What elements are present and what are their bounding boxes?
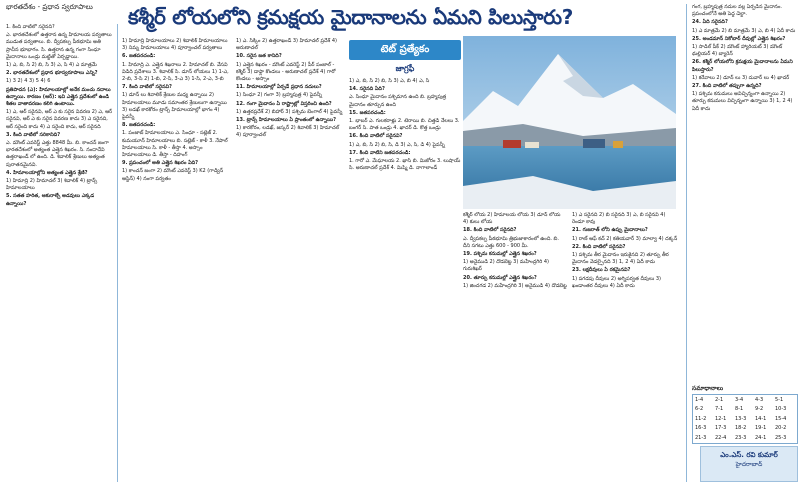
credit-name: ఎం.ఎస్. రవి కుమార్	[720, 451, 778, 459]
mountain-landscape-photo	[463, 36, 676, 209]
answer-cell: 12-1	[715, 415, 727, 422]
answer-cell: 17-3	[715, 425, 727, 432]
answer-cell: 7-1	[715, 406, 724, 413]
special-badge: టెట్ ప్రత్యేకం	[349, 40, 461, 60]
text-column-3: 1) ఎ. సిక్కిం 2) ఉత్తరాఖండ్ 3) హిమాచల్ ప్రదేశ్ 4) అరుణాచల్ 10. సరైన జత కానిది? 1) ఎత్తైన శిఖరం - మౌంట్ ఎవరెస్ట్ 2) పీర్ పంజాల్ - కశ్మీర్ 3) డాఫ్లా కొండలు - అరుణాచల్ ప్రదేశ్ 4) గారో కొండలు - అస్సాం 11. హిమాలయాల్లో ఏర్పడే ప్రధాన నదులు? 1) సింధూ 2) గంగా 3) బ్రహ్మపుత్ర 4) పైవన్నీ 12. గంగా మైదానం ఏ రాష్ట్రాల్లో విస్తరించి ఉంది? 1) ఉత్తరప్రదేశ్ 2) బిహార్ 3) పశ్చిమ బెంగాల్ 4) పైవన్నీ 13. ట్రాన్స్ హిమాలయాలు ఏ ప్రాంతంలో ఉన్నాయి? 1) కారకోరం, లడఖ్, జస్కర్ 2) శివాలిక్ 3) హిమాచల్ 4) పూర్వాంచల్	[236, 38, 343, 139]
page-title: కశ్మీర్ లోయలోని క్రమక్షయ మైదానాలను ఏమని పిలుస్తారు?	[128, 5, 573, 29]
answer-cell: 1-4	[695, 397, 704, 403]
answer-cell: 2-1	[715, 397, 724, 403]
answer-cell: 23-3	[735, 434, 747, 441]
answers-heading: సమాధానాలు	[692, 385, 724, 392]
answer-cell: 3-4	[735, 397, 744, 403]
answers-table	[692, 394, 798, 444]
answer-cell: 24-1	[755, 434, 767, 441]
answer-cell: 15-4	[775, 415, 787, 422]
answer-cell: 9-2	[755, 406, 764, 413]
answer-cell: 22-4	[715, 434, 727, 441]
section-label: భారతదేశం - ప్రధాన స్వరూపాలు	[6, 3, 93, 11]
answer-cell: 25-3	[775, 434, 787, 441]
author-credit-box	[700, 446, 798, 482]
answer-cell: 6-2	[695, 406, 704, 413]
answer-cell: 20-2	[775, 425, 787, 432]
answer-cell: 19-1	[755, 425, 767, 432]
answer-cell: 11-2	[695, 415, 707, 422]
column-divider-right	[686, 4, 687, 482]
column-divider	[117, 24, 118, 482]
text-column-2: 1) హిమాద్రి హిమాలయాలు 2) శివాలిక్ హిమాలయాలు 3) నిమ్న హిమాలయాలు 4) పూర్వాంచల్ పర్వతాలు 6. జతపరచండి: 1. హిమాద్రి ఎ. ఎత్తైన శిఖరాలు 2. హిమాచల్ బి. వేసవి విడిది ప్రదేశాలు 3. శివాలిక్ సి. డూన్ లోయలు 1) 1-ఎ, 2-బి, 3-సి 2) 1-బి, 2-సి, 3-ఎ 3) 1-సి, 2-ఎ, 3-బి 7. కింది వాటిలో సరైనవి? 1) డూన్ లు శివాలిక్ శ్రేణుల మధ్య ఉన్నాయి 2) హిమాలయాలు మూడు సమాంతర శ్రేణులుగా ఉన్నాయి 3) లడఖ్ కారకోరం ట్రాన్స్ హిమాలయాల్లో భాగం 4) పైవన్నీ 8. జతపరచండి: 1. పంజాబ్ హిమాలయాలు ఎ. సింధూ - సట్లెజ్ 2. కుమయూన్ హిమాలయాలు బి. సట్లెజ్ - కాళీ 3. నేపాల్ హిమాలయాలు సి. కాళీ - తీస్తా 4. అస్సాం హిమాలయాలు డి. తీస్తా - దిహంగ్ 9. ప్రపంచంలో అతి ఎత్తైన శిఖరం ఏది? 1) కాంచన్ జంగా 2) మౌంట్ ఎవరెస్ట్ 3) K2 (గాడ్విన్ ఆస్టిన్) 4) నంగా పర్వతం	[122, 38, 229, 182]
photo-illustration	[463, 36, 676, 209]
answer-cell: 21-3	[695, 434, 707, 441]
answer-cell: 18-2	[735, 425, 747, 432]
answer-cell: 14-1	[755, 415, 767, 422]
text-column-4: 1) ఎ, బి, సి 2) బి, సి 3) ఎ, బి 4) ఎ, సి 14. సరైనది ఏది? ఎ. సింధూ మైదానం పశ్చిమాన ఉంది బి. బ్రహ్మపుత్ర మైదానం తూర్పున ఉంది 15. జతపరచండి: 1. భాబర్ ఎ. గులకరాళ్లు 2. టెరాయి బి. చిత్తడి నేలలు 3. బంగర్ సి. పాత ఒండ్రు 4. ఖాదర్ డి. కొత్త ఒండ్రు 16. కింది వాటిలో సరైనవి? 1) ఎ, బి, సి 2) బి, సి, డి 3) ఎ, సి, డి 4) పైవన్నీ 17. కింది వాటిని జతపరచండి: 1. గారో ఎ. మేఘాలయ 2. ఖాసి బి. మిజోరం 3. లుషాయ్ సి. అరుణాచల్ ప్రదేశ్ 4. మిష్మి డి. నాగాలాండ్	[349, 78, 461, 172]
answer-cell: 4-3	[755, 397, 764, 403]
text-column-5: కశ్మీర్ లోయ 2) హిమాలయ లోయ 3) డూన్ లోయ 4) కులు లోయ 18. కింది వాటిలో సరైనది? ఎ. ద్వీపకల్ప పీఠభూమి త్రిభుజాకారంలో ఉంది. బి. దీని సగటు ఎత్తు 600 - 900 మీ. 19. పశ్చిమ కనుమల్లో ఎత్తైన శిఖరం? 1) అనైముడి 2) దొడబెట్ట 3) మహేంద్రగిరి 4) గురుశిఖర్ 20. తూర్పు కనుమల్లో ఎత్తైన శిఖరం? 1) జిందగడ 2) మహేంద్రగిరి 3) అనైముడి 4) దొడబెట్ట	[463, 212, 567, 289]
text-column-6: 1) ఎ సరైనది 2) బి సరైనది 3) ఎ, బి సరైనవి 4) రెండూ కావు 21. గుజరాత్ లోని ఉప్పు మైదానాలు? 1) రాణ్ ఆఫ్ కచ్ 2) కతియవార్ 3) మాల్వా 4) దక్కన్ 22. కింది వాటిలో సరైనవి? 1) పశ్చిమ తీర మైదానం ఇరుకైనది 2) తూర్పు తీర మైదానం వెడల్పైనది 3) 1, 2 4) ఏదీ కాదు 23. లక్షదీవులు ఏ రకమైనవి? 1) పగడపు దీవులు 2) అగ్నిపర్వత దీవులు 3) ఖండాంతర దీవులు 4) ఏదీ కాదు	[572, 212, 678, 289]
text-column-7: గంగ, బ్రహ్మపుత్ర నదుల వల్ల ఏర్పడిన మైదానం. ప్రపంచంలోనే అతి పెద్ద డెల్టా. 24. ఏది సరైనది? 1) ఎ మాత్రమే 2) బి మాత్రమే 3) ఎ, బి 4) ఏదీ కాదు 25. అండమాన్ నికోబార్ దీవుల్లో ఎత్తైన శిఖరం? 1) సాడిల్ పీక్ 2) మౌంట్ హ్యారియట్ 3) మౌంట్ థుల్లియర్ 4) బ్యారెన్ 26. కశ్మీర్ లోయలోని క్రమక్షయ మైదానాలను ఏమని పిలుస్తారు? 1) కరేవాలు 2) డూన్ లు 3) దువార్ లు 4) ఖాదర్ 27. కింది వాటిలో తప్పుగా ఉన్నది? 1) పశ్చిమ కనుమలు అవిచ్ఛిన్నంగా ఉన్నాయి 2) తూర్పు కనుమలు విచ్ఛిన్నంగా ఉన్నాయి 3) 1, 2 4) ఏదీ కాదు	[692, 4, 796, 112]
answers-grid	[693, 395, 797, 444]
author-name: జాగ్రఫీ	[395, 64, 415, 73]
answer-cell: 16-3	[695, 425, 707, 432]
text-column-1: 1. కింది వాటిలో సరైనది? ఎ. భారతదేశంలో ఉత్తరాన ఉన్న హిమాలయ పర్వతాలు ముడుత పర్వతాలు. బి. ద్వీపకల్ప పీఠభూమి అతి ప్రాచీన భూభాగం. సి. ఉత్తరాన ఉన్న గంగా సింధూ మైదానాలు ఒండ్రు మట్టితో ఏర్పడ్డాయి. 1) ఎ, బి, సి 2) బి, సి 3) ఎ, సి 4) ఎ మాత్రమే 2. భారతదేశంలో ప్రధాన భూస్వరూపాలు ఎన్ని? 1) 3 2) 4 3) 5 4) 6 ప్రతిపాదన (ఎ): హిమాలయాల్లో అనేక మంచు నదాలు ఉన్నాయి. కారణం (ఆర్): ఇవి ఎత్తైన ప్రదేశంలో ఉండి శీతల వాతావరణం కలిగి ఉంటాయి. 1) ఎ, ఆర్ సరైనవి, ఆర్ ఎ కు సరైన వివరణ 2) ఎ, ఆర్ సరైనవి, ఆర్ ఎ కు సరైన వివరణ కాదు 3) ఎ సరైనది, ఆర్ సరైంది కాదు 4) ఎ సరైంది కాదు, ఆర్ సరైనది 3. కింది వాటిలో సరికానిది? ఎ. మౌంట్ ఎవరెస్ట్ ఎత్తు 8848 మీ. బి. కాంచన్ జంగా భారతదేశంలో అత్యంత ఎత్తైన శిఖరం. సి. నందాదేవి ఉత్తరాఖండ్ లో ఉంది. డి. శివాలిక్ శ్రేణులు అత్యంత పురాతనమైనవి. 4. హిమాలయాల్లోని అత్యంత ఎత్తైన శ్రేణి? 1) హిమాద్రి 2) హిమాచల్ 3) శివాలిక్ 4) ట్రాన్స్ హిమాలయాలు 5. సతత హరిత, ఆకురాల్చే అడవులు ఎక్కడ ఉన్నాయి?	[6, 24, 113, 207]
credit-organization: హైదరాబాద్	[735, 461, 763, 468]
answer-cell: 10-3	[775, 406, 787, 413]
answer-cell: 5-1	[775, 397, 784, 403]
answer-cell: 8-1	[735, 406, 744, 413]
answer-cell: 13-3	[735, 415, 747, 422]
